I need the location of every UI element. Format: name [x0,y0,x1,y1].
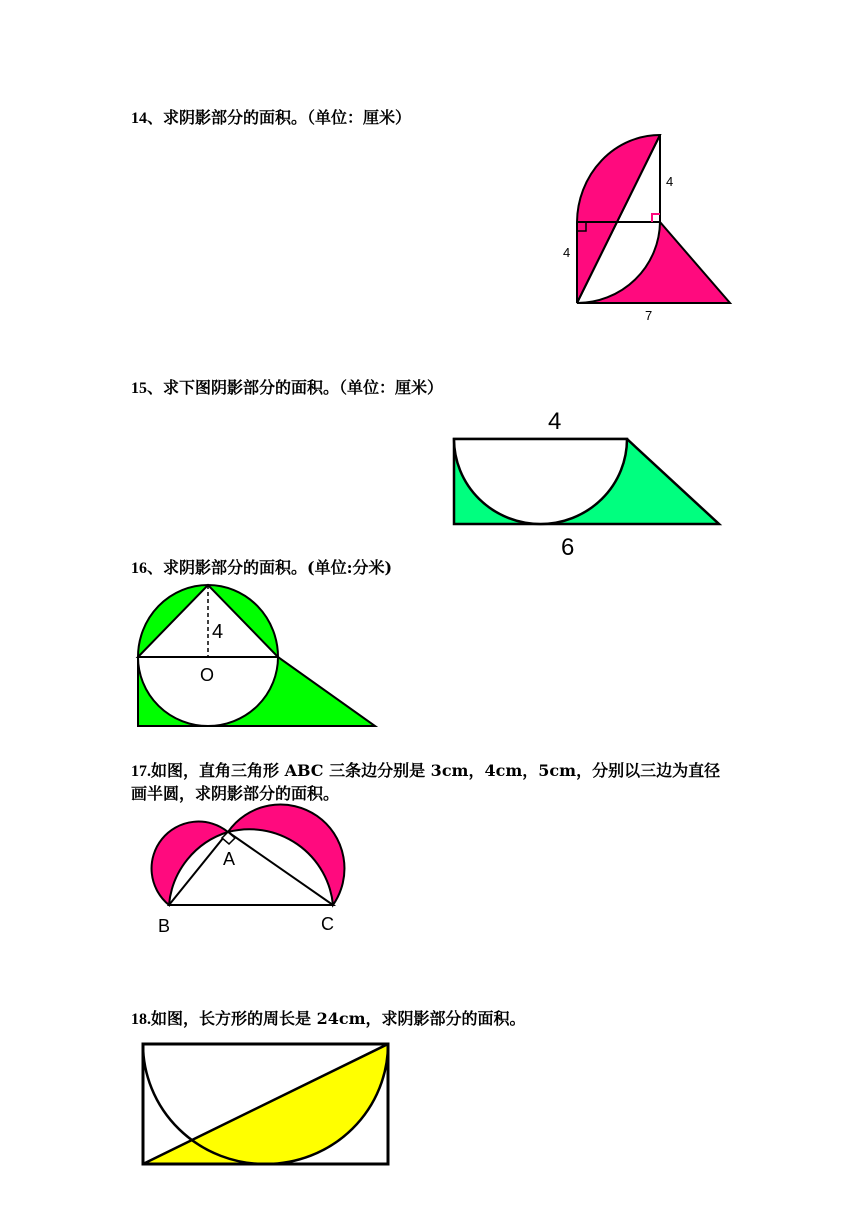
fig15-label-bottom: 6 [561,534,575,561]
fig17-label-a: A [223,849,236,869]
question-number: 18. [131,1011,151,1028]
question-number: 17. [131,763,151,780]
question-number: 16、 [131,560,164,577]
question-text: 求阴影部分的面积。(单位:分米) [163,558,393,577]
question-text: 求阴影部分的面积。（单位：厘米） [163,108,412,127]
fig17-label-c: C [321,914,334,934]
fig16-label-height: 4 [212,621,224,643]
fig14-label-top: 4 [666,174,674,189]
fig17-label-b: B [158,916,171,936]
question-text-line1: 如图，直角三角形 ABC 三条边分别是 3cm，4cm，5cm，分别以三边为直径 [151,761,721,780]
question-text: 如图，长方形的周长是 24cm，求阴影部分的面积。 [151,1009,526,1028]
fig14-label-bottom: 7 [645,308,653,323]
fig14-label-left: 4 [563,245,571,260]
question-text: 求下图阴影部分的面积。（单位：厘米） [163,378,444,397]
question-text-line2: 画半圆，求阴影部分的面积。 [131,784,340,803]
fig16-label-center: O [200,665,215,685]
question-number: 15、 [131,380,164,397]
fig15-label-top: 4 [548,408,562,435]
question-number: 14、 [131,110,164,127]
